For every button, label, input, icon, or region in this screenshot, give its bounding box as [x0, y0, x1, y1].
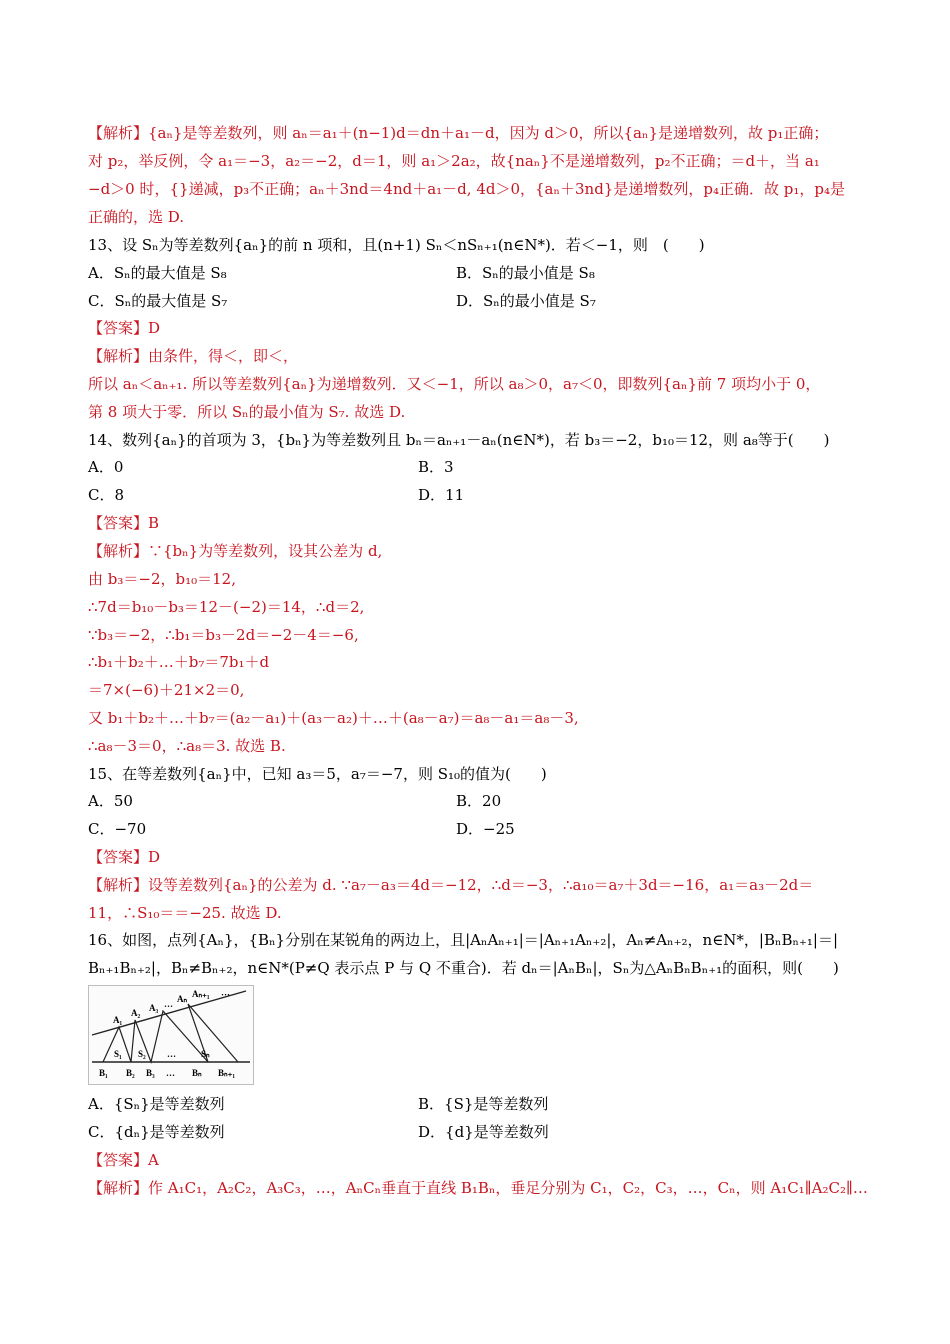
q13-solution-line-1: 【解析】由条件，得＜，即＜，	[88, 347, 299, 365]
q16-stem-line-2: Bₙ₊₁Bₙ₊₂|，Bₙ≠Bₙ₊₂，n∈N*(P≠Q 表示点 P 与 Q 不重合)．若 dₙ＝|AₙBₙ|，Sₙ为△AₙBₙBₙ₊₁的面积，则( )	[88, 959, 839, 977]
q15-solution-line-2: 11，∴S₁₀＝＝−25. 故选 D.	[88, 904, 282, 922]
q16-option-d: D．{d}是等差数列	[418, 1123, 549, 1141]
label-S2: S₂	[138, 1049, 146, 1059]
q16-option-b: B．{S}是等差数列	[418, 1095, 549, 1113]
label-An: Aₙ	[177, 994, 188, 1004]
q14-solution-line-2: 由 b₃＝−2，b₁₀＝12,	[88, 570, 236, 588]
q15-solution-line-1: 【解析】设等差数列{aₙ}的公差为 d. ∵a₇－a₃＝4d＝−12，∴d＝−3，∴a₁₀＝a₇＋3d＝−16，a₁＝a₃－2d＝	[88, 876, 814, 894]
q14-option-d: D．11	[418, 486, 465, 504]
q14-option-c: C．8	[88, 486, 125, 504]
q15-option-d: D．−25	[456, 820, 515, 838]
q13-option-a: A．Sₙ的最大值是 S₈	[88, 264, 227, 282]
q13-option-c: C．Sₙ的最大值是 S₇	[88, 292, 228, 310]
q13-option-b: B．Sₙ的最小值是 S₈	[456, 264, 595, 282]
q15-answer: 【答案】D	[88, 848, 161, 866]
label-A3: A₃	[149, 1003, 159, 1013]
q14-solution-line-8: ∴a₈－3＝0，∴a₈＝3. 故选 B.	[88, 737, 286, 755]
q15-stem: 15、在等差数列{aₙ}中，已知 a₃＝5，a₇＝−7，则 S₁₀的值为( )	[88, 765, 547, 783]
label-B-dots: …	[166, 1068, 175, 1078]
label-Bn1: Bₙ₊₁	[218, 1068, 236, 1078]
q14-option-a: A．0	[88, 458, 124, 476]
label-Sn: Sₙ	[201, 1049, 210, 1059]
q12-solution-line-1: 【解析】{aₙ}是等差数列，则 aₙ＝a₁＋(n−1)d＝dn＋a₁－d，因为 d＞0，所以{aₙ}是递增数列，故 p₁正确；	[88, 124, 829, 142]
label-A-top-dots: ···	[221, 990, 231, 1000]
label-A-dots: …	[164, 999, 173, 1009]
q16-answer: 【答案】A	[88, 1151, 159, 1169]
q14-option-b: B．3	[418, 458, 454, 476]
q14-solution-line-3: ∴7d＝b₁₀－b₃＝12－(−2)＝14，∴d＝2,	[88, 598, 365, 616]
label-S1: S₁	[114, 1049, 122, 1059]
q13-option-d: D．Sₙ的最小值是 S₇	[456, 292, 596, 310]
q16-option-c: C．{dₙ}是等差数列	[88, 1123, 225, 1141]
q12-solution-line-2: 对 p₂，举反例，令 a₁＝−3，a₂＝−2，d＝1，则 a₁＞2a₂，故{naₙ}不是递增数列，p₂不正确；＝d＋，当 a₁	[88, 152, 820, 170]
label-A2: A₂	[131, 1008, 141, 1018]
q16-figure	[88, 985, 254, 1085]
q14-solution-line-1: 【解析】∵{bₙ}为等差数列，设其公差为 d,	[88, 542, 383, 560]
label-B2: B₂	[126, 1068, 135, 1078]
q13-stem: 13、设 Sₙ为等差数列{aₙ}的前 n 项和，且(n+1) Sₙ＜nSₙ₊₁(n∈N*)．若＜−1，则 ( )	[88, 236, 705, 254]
q12-solution-line-3: −d＞0 时，{}递减，p₃不正确；aₙ＋3nd＝4nd＋a₁－d, 4d＞0，{aₙ＋3nd}是递增数列，p₄正确．故 p₁，p₄是	[88, 180, 845, 198]
q14-stem: 14、数列{aₙ}的首项为 3，{bₙ}为等差数列且 bₙ＝aₙ₊₁－aₙ(n∈N*)，若 b₃＝−2，b₁₀＝12，则 a₈等于( )	[88, 431, 830, 449]
q15-option-b: B．20	[456, 792, 502, 810]
q15-option-a: A．50	[88, 792, 133, 810]
label-A1: A₁	[113, 1015, 123, 1025]
q15-option-c: C．−70	[88, 820, 147, 838]
q14-answer: 【答案】B	[88, 514, 160, 532]
label-An1: Aₙ₊₁	[192, 989, 210, 999]
q14-solution-line-4: ∵b₃＝−2，∴b₁＝b₃－2d＝−2－4＝−6,	[88, 626, 359, 644]
label-Bn: Bₙ	[192, 1068, 202, 1078]
label-S-dots: …	[167, 1049, 176, 1059]
q13-solution-line-3: 第 8 项大于零．所以 Sₙ的最小值为 S₇. 故选 D.	[88, 403, 406, 421]
q16-option-a: A．{Sₙ}是等差数列	[88, 1095, 225, 1113]
label-B1: B₁	[99, 1068, 108, 1078]
q13-answer: 【答案】D	[88, 319, 161, 337]
q16-solution-line-1: 【解析】作 A₁C₁，A₂C₂，A₃C₃，…，AₙCₙ垂直于直线 B₁Bₙ，垂足分别为 C₁，C₂，C₃，…，Cₙ，则 A₁C₁∥A₂C₂∥…	[88, 1179, 868, 1197]
q14-solution-line-7: 又 b₁＋b₂＋…＋b₇＝(a₂－a₁)＋(a₃－a₂)＋…＋(a₈－a₇)＝a₈－a₁＝a₈－3,	[88, 709, 579, 727]
q14-solution-line-6: ＝7×(−6)＋21×2＝0,	[88, 681, 245, 699]
q16-stem-line-1: 16、如图，点列{Aₙ}，{Bₙ}分别在某锐角的两边上，且|AₙAₙ₊₁|＝|Aₙ₊₁Aₙ₊₂|，Aₙ≠Aₙ₊₂，n∈N*，|BₙBₙ₊₁|＝|	[88, 931, 839, 949]
label-B3: B₃	[146, 1068, 155, 1078]
q14-solution-line-5: ∴b₁＋b₂＋…＋b₇＝7b₁＋d	[88, 653, 270, 671]
q12-solution-line-4: 正确的，选 D.	[88, 208, 185, 226]
q13-solution-line-2: 所以 aₙ＜aₙ₊₁. 所以等差数列{aₙ}为递增数列．又＜−1，所以 a₈＞0，a₇＜0，即数列{aₙ}前 7 项均小于 0，	[88, 375, 821, 393]
